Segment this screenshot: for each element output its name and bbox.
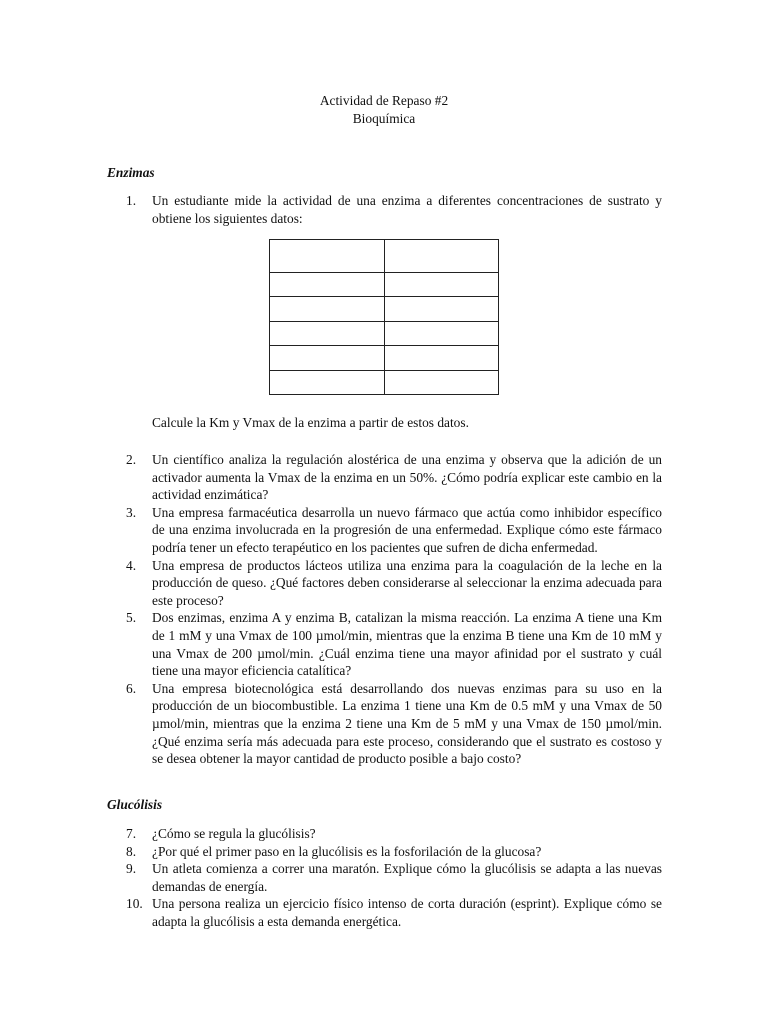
- question-item: [107, 192, 662, 227]
- question-text: Una empresa farmacéutica desarrolla un nuevo fármaco que actúa como inhibidor específico de una enzima involucrada en la progresión de una enfermedad. Explique cómo este fármaco podría tener un efecto terapéutico en los pacientes que sufren de dicha enfermedad.: [152, 504, 662, 555]
- question-number: 1.: [126, 193, 137, 208]
- question-list-glucolisis: [107, 825, 662, 931]
- table-cell: [384, 321, 499, 345]
- question-item: [107, 895, 662, 930]
- question-item: [107, 680, 662, 768]
- question-text: Un atleta comienza a correr una maratón. Explique cómo la glucólisis se adapta a las nuevas demandas de energía.: [152, 861, 662, 894]
- table-cell: [270, 297, 385, 321]
- question-item: [107, 451, 662, 504]
- table-cell: [384, 273, 499, 297]
- question-text: Una empresa de productos lácteos utiliza una enzima para la coagulación de la leche en la producción de queso. ¿Qué factores deben considerarse al seleccionar la enzima adecuada para este proceso?: [152, 557, 662, 608]
- question-number: 4.: [126, 557, 137, 573]
- question-text: Una persona realiza un ejercicio físico intenso de corta duración (esprint). Explique cómo se adapta la glucólisis a esta demanda energética.: [152, 896, 662, 929]
- question-number: 8.: [126, 843, 137, 859]
- question-text: ¿Cómo se regula la glucólisis?: [152, 826, 316, 841]
- question-item: [107, 860, 662, 895]
- question-item: [107, 504, 662, 557]
- table-row: [270, 346, 499, 370]
- question-list-enzimas-1: [107, 192, 662, 227]
- table-cell: [384, 370, 499, 394]
- question-text: Dos enzimas, enzima A y enzima B, catalizan la misma reacción. La enzima A tiene una Km de 1 mM y una Vmax de 100 µmol/min, mientras que la enzima B tiene una Km de 10 mM y una Vmax de 200 µmol/min. ¿Cuál enzima tiene una mayor afinidad por el sustrato y cuál tiene una mayor eficiencia catalítica?: [152, 610, 662, 679]
- table-row: [270, 370, 499, 394]
- table-row: [270, 240, 499, 273]
- question-number: 6.: [126, 680, 137, 696]
- table-cell: [270, 321, 385, 345]
- table-cell: [270, 370, 385, 394]
- table-cell: [270, 273, 385, 297]
- question-text: Un estudiante mide la actividad de una enzima a diferentes concentraciones de sustrato y obtiene los siguientes datos:: [152, 193, 662, 226]
- table-row: [270, 321, 499, 345]
- document-title: Actividad de Repaso #2: [319, 93, 449, 108]
- table-cell: [384, 346, 499, 370]
- table-row: [270, 297, 499, 321]
- table-cell: [384, 240, 499, 273]
- question-item: [107, 825, 662, 843]
- question-text: Una empresa biotecnológica está desarrollando dos nuevas enzimas para su uso en la producción de un biocombustible. La enzima 1 tiene una Km de 0.5 mM y una Vmax de 50 µmol/min, mientras que la enzima 2 tiene una Km de 5 mM y una Vmax de 150 µmol/min. ¿Qué enzima sería más adecuada para este proceso, considerando que el sustrato es costoso y se desea obtener la mayor cantidad de producto posible a bajo costo?: [152, 680, 662, 767]
- table-cell: [270, 346, 385, 370]
- question-number: 7.: [126, 826, 137, 841]
- title-block: [0, 92, 768, 128]
- question-item: [107, 609, 662, 679]
- calculate-instruction: Calcule la Km y Vmax de la enzima a partir de estos datos.: [152, 415, 469, 430]
- question-item: [107, 557, 662, 610]
- question-item: [107, 843, 662, 861]
- section-heading-enzimas: Enzimas: [107, 165, 155, 180]
- document-subtitle: Bioquímica: [352, 111, 416, 126]
- question-number: 10.: [126, 896, 143, 912]
- question-number: 5.: [126, 610, 137, 626]
- substrate-data-table: [269, 239, 499, 395]
- table-cell: [384, 297, 499, 321]
- question-number: 9.: [126, 861, 137, 877]
- question-number: 3.: [126, 504, 137, 520]
- question-number: 2.: [126, 452, 137, 467]
- section-heading-glucolisis: Glucólisis: [107, 797, 163, 812]
- question-text: Un científico analiza la regulación alostérica de una enzima y observa que la adición de un activador aumenta la Vmax de la enzima en un 50%. ¿Cómo podría explicar este cambio en la actividad enzimática?: [152, 452, 662, 503]
- table-row: [270, 273, 499, 297]
- question-list-enzimas-2: [107, 451, 662, 768]
- table-cell: [270, 240, 385, 273]
- question-text: ¿Por qué el primer paso en la glucólisis es la fosforilación de la glucosa?: [152, 843, 542, 859]
